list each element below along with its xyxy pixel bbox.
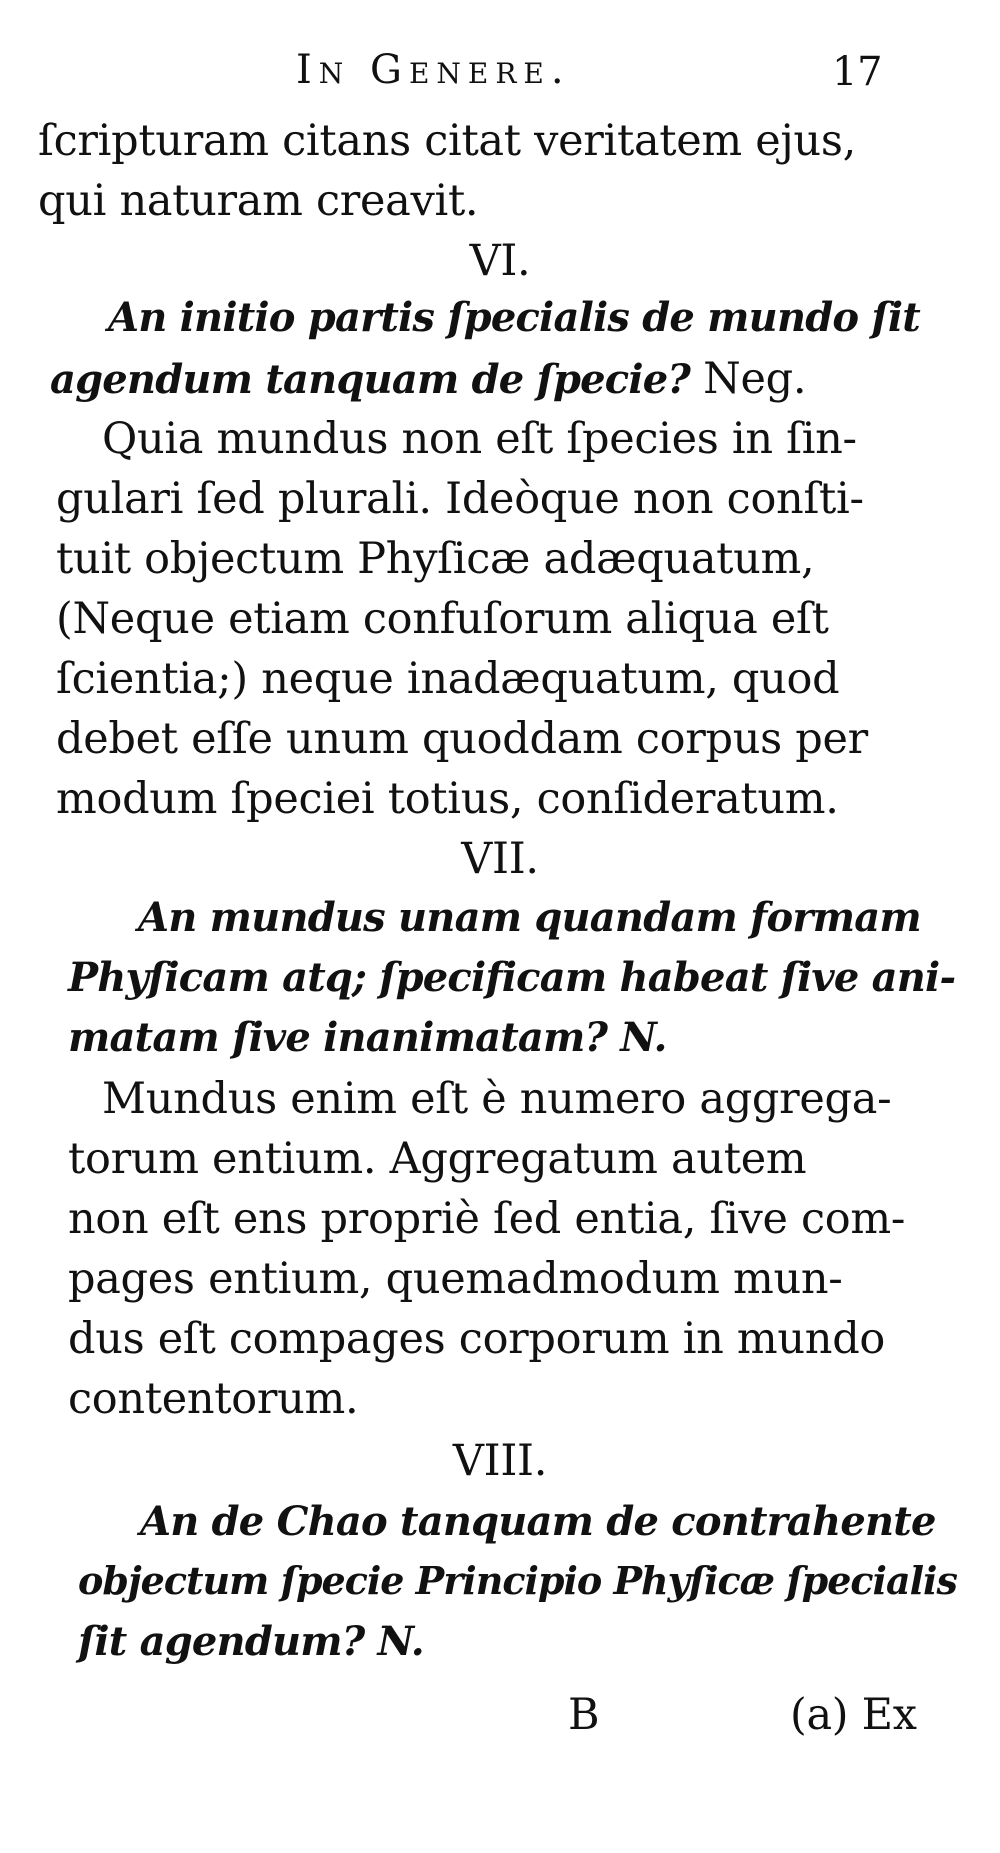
question-line: matam ſive inanimatam? N.	[68, 1014, 667, 1061]
text-line: pages entium, quemadmodum mun-	[68, 1254, 843, 1304]
text-line: qui naturam creavit.	[38, 176, 479, 226]
question-line: Phyſicam atq; ſpecificam habeat ſive ani-	[68, 954, 956, 1001]
text-line: debet eſſe unum quoddam corpus per	[56, 714, 868, 764]
question-line: An initio partis ſpecialis de mundo ſit	[108, 294, 920, 341]
page-number: 17	[832, 49, 883, 95]
text-line: torum entium. Aggregatum autem	[68, 1134, 807, 1184]
text-line: ſcientia;) neque inadæquatum, quod	[56, 654, 840, 704]
text-line: contentorum.	[68, 1374, 359, 1424]
text-line: (Neque etiam confuſorum aliqua eſt	[56, 594, 829, 644]
section-numeral: VII.	[461, 834, 539, 884]
text-line: gulari ſed plurali. Ideòque non conſti-	[56, 474, 864, 524]
text-line: tuit objectum Phyſicæ adæquatum,	[56, 534, 815, 584]
question-line: An mundus unam quandam formam	[138, 894, 921, 941]
text-line: non eſt ens propriè ſed entia, ſive com-	[68, 1194, 906, 1244]
text-line: modum ſpeciei totius, conſideratum.	[56, 774, 839, 824]
catchword: (a) Ex	[790, 1690, 917, 1740]
section-numeral: VI.	[469, 236, 531, 286]
question-line: ſit agendum? N.	[78, 1618, 424, 1665]
question-line: An de Chao tanquam de contrahente	[140, 1498, 936, 1545]
question-line	[50, 354, 807, 404]
signature-mark: B	[568, 1690, 600, 1740]
running-title: In Genere.	[296, 47, 571, 93]
text-line: dus eſt compages corporum in mundo	[68, 1314, 886, 1364]
question-text: agendum tanquam de ſpecie?	[50, 356, 704, 403]
text-line: Quia mundus non eſt ſpecies in ſin-	[102, 414, 857, 464]
section-numeral: VIII.	[452, 1436, 548, 1486]
question-line: objectum ſpecie Principio Phyſicæ ſpecialis	[78, 1558, 957, 1603]
text-line: ſcripturam citans citat veritatem ejus,	[38, 116, 856, 166]
answer-text: Neg.	[703, 354, 807, 404]
text-line: Mundus enim eſt è numero aggrega-	[102, 1074, 892, 1124]
